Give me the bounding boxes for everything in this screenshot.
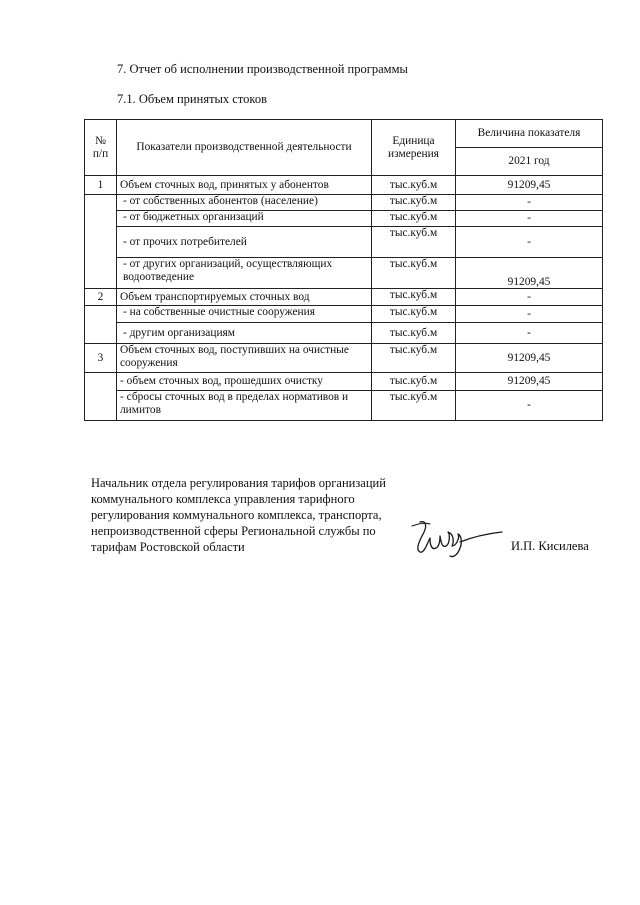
row-unit: тыс.куб.м bbox=[372, 211, 456, 227]
row-indicator: - от других организаций, осуществляющих водоотведение bbox=[117, 258, 372, 289]
row-value: - bbox=[456, 391, 603, 421]
table-row bbox=[85, 306, 603, 323]
row-value: - bbox=[456, 195, 603, 211]
header-indicator: Показатели производственной деятельности bbox=[117, 120, 372, 176]
row-indicator: - другим организациям bbox=[117, 323, 372, 344]
table-header-row bbox=[85, 120, 603, 148]
row-unit: тыс.куб.м bbox=[372, 289, 456, 306]
row-unit: тыс.куб.м bbox=[372, 306, 456, 323]
row-indicator: - на собственные очистные сооружения bbox=[117, 306, 372, 323]
row-value: - bbox=[456, 323, 603, 344]
table-row bbox=[85, 227, 603, 258]
row-num: 3 bbox=[85, 344, 117, 373]
table-row bbox=[85, 344, 603, 373]
subsection-title: 7.1. Объем принятых стоков bbox=[117, 92, 267, 106]
table-row bbox=[85, 195, 603, 211]
row-indicator: - от бюджетных организаций bbox=[117, 211, 372, 227]
handwritten-signature bbox=[404, 512, 504, 562]
row-indicator: Объем сточных вод, принятых у абонентов bbox=[117, 176, 372, 195]
row-value: - bbox=[456, 211, 603, 227]
table-row bbox=[85, 391, 603, 421]
table-row bbox=[85, 211, 603, 227]
row-num: 2 bbox=[85, 289, 117, 306]
table-row bbox=[85, 289, 603, 306]
header-value: Величина показателя bbox=[456, 120, 603, 148]
row-unit: тыс.куб.м bbox=[372, 323, 456, 344]
row-indicator: - объем сточных вод, прошедших очистку bbox=[117, 373, 372, 391]
row-indicator: Объем транспортируемых сточных вод bbox=[117, 289, 372, 306]
signer-name: И.П. Кисилева bbox=[511, 539, 589, 553]
row-unit: тыс.куб.м bbox=[372, 373, 456, 391]
row-value: - bbox=[456, 289, 603, 306]
row-unit: тыс.куб.м bbox=[372, 344, 456, 373]
row-num bbox=[85, 306, 117, 344]
table-row bbox=[85, 373, 603, 391]
row-indicator: - сбросы сточных вод в пределах нормативов и лимитов bbox=[117, 391, 372, 421]
row-num: 1 bbox=[85, 176, 117, 195]
row-value: - bbox=[456, 306, 603, 323]
table-row bbox=[85, 176, 603, 195]
table-row bbox=[85, 258, 603, 289]
row-indicator: Объем сточных вод, поступивших на очистные сооружения bbox=[117, 344, 372, 373]
row-value: 91209,45 bbox=[456, 344, 603, 373]
row-indicator: - от собственных абонентов (население) bbox=[117, 195, 372, 211]
header-num: № п/п bbox=[85, 120, 117, 176]
row-value: - bbox=[456, 227, 603, 258]
row-unit: тыс.куб.м bbox=[372, 176, 456, 195]
row-num bbox=[85, 373, 117, 421]
row-value: 91209,45 bbox=[456, 176, 603, 195]
row-value: 91209,45 bbox=[456, 373, 603, 391]
row-value: 91209,45 bbox=[456, 258, 603, 289]
signatory-position: Начальник отдела регулирования тарифов организаций коммунального комплекса управления тарифного регулирования коммунального комплекса, транспорта, непроизводственной сферы Региональной службы по тарифам Ростовской области bbox=[91, 476, 386, 554]
row-indicator: - от прочих потребителей bbox=[117, 227, 372, 258]
row-num bbox=[85, 195, 117, 289]
row-unit: тыс.куб.м bbox=[372, 391, 456, 421]
row-unit: тыс.куб.м bbox=[372, 195, 456, 211]
header-unit: Единица измерения bbox=[372, 120, 456, 176]
row-unit: тыс.куб.м bbox=[372, 227, 456, 258]
row-unit: тыс.куб.м bbox=[372, 258, 456, 289]
wastewater-volume-table bbox=[84, 119, 603, 421]
table-row bbox=[85, 323, 603, 344]
header-year: 2021 год bbox=[456, 148, 603, 176]
section-title: 7. Отчет об исполнении производственной программы bbox=[117, 62, 408, 76]
